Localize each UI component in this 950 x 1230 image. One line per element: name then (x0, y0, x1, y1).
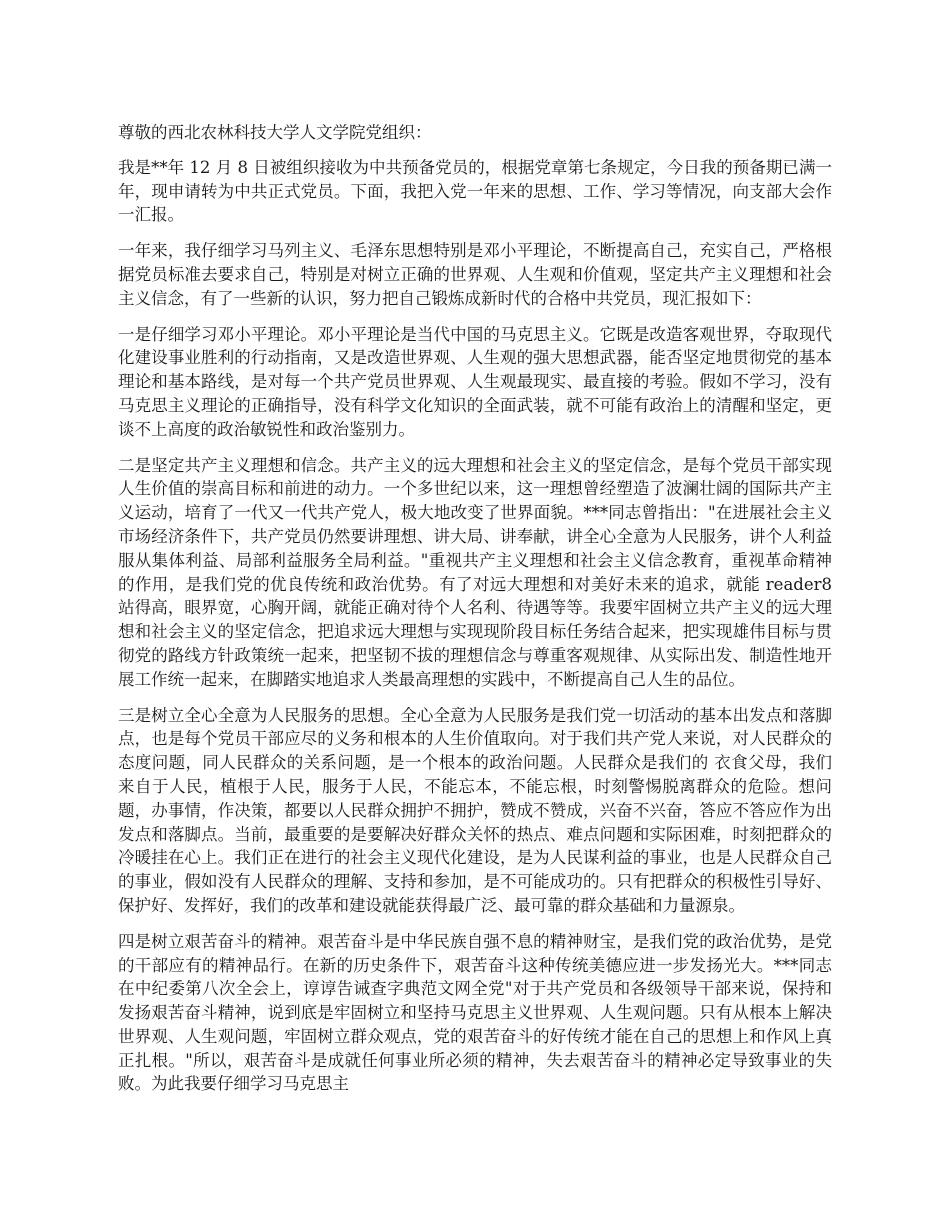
paragraph-overview: 一年来，我仔细学习马列主义、毛泽东思想特别是邓小平理论，不断提高自己，充实自己，严格根据党员标准去要求自己，特别是对树立正确的世界观、人生观和价值观，坚定共产主义理想和社会主义信念，有了一些新的认识，努力把自己锻炼成新时代的合格中共党员，现汇报如下： (118, 241, 832, 308)
paragraph-point-1: 一是仔细学习邓小平理论。邓小平理论是当代中国的马克思主义。它既是改造客观世界，夺取现代化建设事业胜利的行动指南，又是改造世界观、人生观的强大思想武器，能否坚定地贯彻党的基本理论和基本路线，是对每一个共产党员世界观、人生观最现实、最直接的考验。假如不学习，没有马克思主义理论的正确指导，没有科学文化知识的全面武装，就不可能有政治上的清醒和坚定，更谈不上高度的政治敏锐性和政治鉴别力。 (118, 324, 832, 439)
salutation: 尊敬的西北农林科技大学人文学院党组织： (118, 123, 432, 142)
paragraph-point-4: 四是树立艰苦奋斗的精神。艰苦奋斗是中华民族自强不息的精神财宝，是我们党的政治优势，是党的干部应有的精神品行。在新的历史条件下，艰苦奋斗这种传统美德应进一步发扬光大。***同志在中纪委第八次全会上，谆谆告诫查字典范文网全党"对于共产党员和各级领导干部来说，保持和发扬艰苦奋斗精神，说到底是牢固树立和坚持马克思主义世界观、人生观问题。只有从根本上解决世界观、人生观问题，牢固树立群众观点，党的艰苦奋斗的好传统才能在自己的思想上和作风上真正扎根。"所以，艰苦奋斗是成就任何事业所必须的精神，失去艰苦奋斗的精神必定导致事业的失败。为此我要仔细学习马克思主 (118, 931, 832, 1094)
paragraph-point-3: 三是树立全心全意为人民服务的思想。全心全意为人民服务是我们党一切活动的基本出发点和落脚点，也是每个党员干部应尽的义务和根本的人生价值取向。对于我们共产党人来说，对人民群众的态度问题，同人民群众的关系问题，是一个根本的政治问题。人民群众是我们的 衣食父母，我们来自于人民，植根于人民，服务于人民，不能忘本，不能忘根，时刻警惕脱离群众的危险。想问题，办事情，作决策，都要以人民群众拥护不拥护，赞成不赞成，兴奋不兴奋，答应不答应作为出发点和落脚点。当前，最重要的是要解决好群众关怀的热点、难点问题和实际困难，时刻把群众的冷暖挂在心上。我们正在进行的社会主义现代化建设，是为人民谋利益的事业，也是人民群众自己的事业，假如没有人民群众的理解、支持和参加，是不可能成功的。只有把群众的积极性引导好、保护好、发挥好，我们的改革和建设就能获得最广泛、最可靠的群众基础和力量源泉。 (118, 705, 832, 915)
paragraph-point-2: 二是坚定共产主义理想和信念。共产主义的远大理想和社会主义的坚定信念，是每个党员干部实现人生价值的崇高目标和前进的动力。一个多世纪以来，这一理想曾经塑造了波澜壮阔的国际共产主义运动，培育了一代又一代共产党人，极大地改变了世界面貌。***同志曾指出："在进展社会主义市场经济条件下，共产党员仍然要讲理想、讲大局、讲奉献，讲全心全意为人民服务，讲个人利益服从集体利益、局部利益服务全局利益。"重视共产主义理想和社会主义信念教育，重视革命精神的作用，是我们党的优良传统和政治优势。有了对远大理想和对美好未来的追求，就能 reader8 站得高，眼界宽，心胸开阔，就能正确对待个人名利、待遇等等。我要牢固树立共产主义的远大理想和社会主义的坚定信念，把追求远大理想与实现现阶段目标任务结合起来，把实现雄伟目标与贯彻党的路线方针政策统一起来，把坚韧不拔的理想信念与尊重客观规律、从实际出发、制造性地开展工作统一起来，在脚踏实地追求人类最高理想的实践中，不断提高自己人生的品位。 (118, 455, 832, 689)
paragraph-intro: 我是**年 12 月 8 日被组织接收为中共预备党员的，根据党章第七条规定，今日我的预备期已满一年，现申请转为中共正式党员。下面，我把入党一年来的思想、工作、学习等情况，向支部大会作一汇报。 (118, 157, 832, 225)
